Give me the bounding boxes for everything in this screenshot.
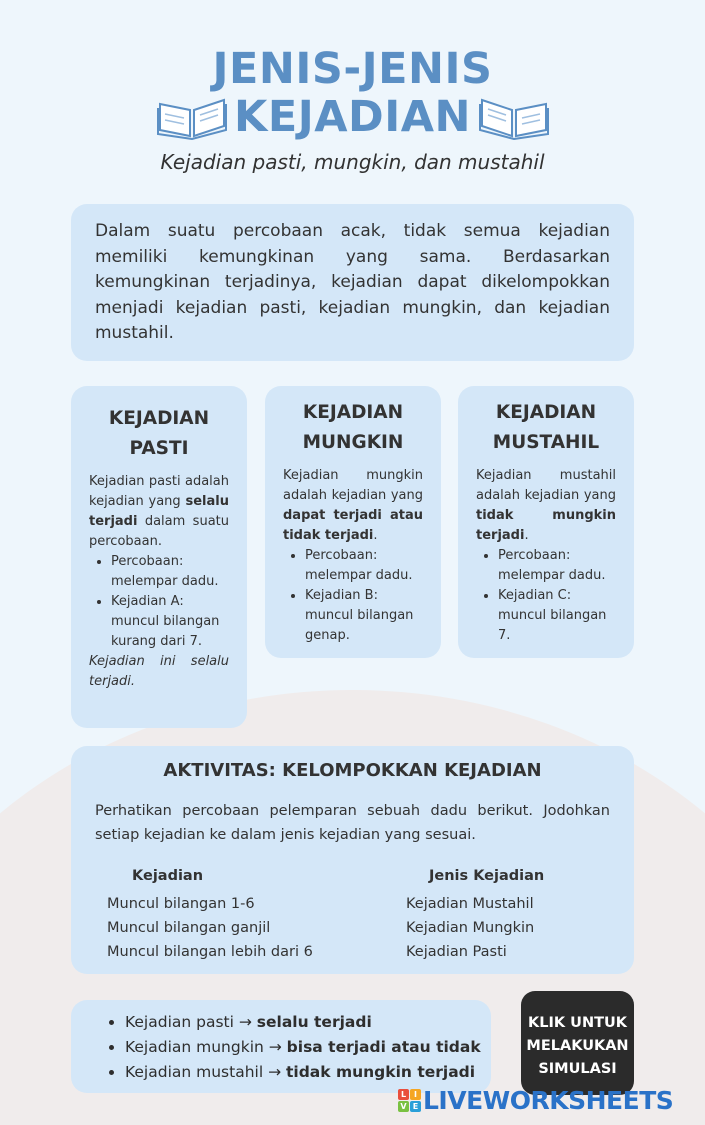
simulate-button-line: MELAKUKAN bbox=[526, 1038, 629, 1054]
activity-card bbox=[71, 746, 634, 974]
card-title: KEJADIAN MUSTAHIL bbox=[492, 402, 600, 453]
list-item: • Percobaan: melempar dadu. bbox=[305, 546, 423, 586]
open-book-icon bbox=[156, 92, 228, 140]
list-item: • Percobaan: melempar dadu. bbox=[111, 552, 229, 592]
summary-item: • Kejadian pasti → selalu terjadi bbox=[125, 1010, 491, 1035]
list-item: • Kejadian A: muncul bilangan kurang dari 7. bbox=[111, 592, 229, 652]
summary-item: • Kejadian mustahil → tidak mungkin terjadi bbox=[125, 1060, 491, 1085]
types-column bbox=[406, 864, 544, 964]
card-definition: Kejadian pasti adalah kejadian yang selalu terjadi dalam suatu percobaan. bbox=[89, 474, 229, 549]
activity-title: AKTIVITAS: KELOMPOKKAN KEJADIAN bbox=[163, 760, 542, 781]
liveworksheets-text: LIVEWORKSHEETS bbox=[423, 1085, 674, 1115]
list-item: • Percobaan: melempar dadu. bbox=[498, 546, 616, 586]
intro-card: Dalam suatu percobaan acak, tidak semua kejadian memiliki kemungkinan yang sama. Berdasarkan kemungkinan terjadinya, kejadian dapat dikelompokkan menjadi kejadian pasti, kejadian mungkin, dan kejadian mustahil. bbox=[71, 204, 634, 361]
liveworksheets-logo-icon: L I V E bbox=[398, 1089, 421, 1112]
card-title: KEJADIAN MUNGKIN bbox=[302, 402, 404, 453]
simulate-button-line: SIMULASI bbox=[538, 1061, 617, 1077]
events-column bbox=[107, 864, 313, 964]
simulate-button[interactable] bbox=[521, 991, 634, 1095]
list-item: • Kejadian C: muncul bilangan 7. bbox=[498, 586, 616, 646]
card-definition: Kejadian mustahil adalah kejadian yang tidak mungkin terjadi. bbox=[476, 468, 616, 543]
type-item[interactable]: Kejadian Mungkin bbox=[406, 920, 535, 936]
open-book-icon bbox=[478, 92, 550, 140]
page-subtitle: Kejadian pasti, mungkin, dan mustahil bbox=[160, 150, 545, 174]
type-item[interactable]: Kejadian Pasti bbox=[406, 944, 507, 960]
page-title-line2: KEJADIAN bbox=[234, 92, 471, 142]
list-item: • Kejadian B: muncul bilangan genap. bbox=[305, 586, 423, 646]
summary-card bbox=[71, 1000, 491, 1093]
events-header: Kejadian bbox=[132, 868, 204, 884]
event-item[interactable]: Muncul bilangan 1-6 bbox=[107, 896, 255, 912]
summary-item: • Kejadian mungkin → bisa terjadi atau tidak bbox=[125, 1035, 491, 1060]
card-kejadian-pasti bbox=[71, 386, 247, 728]
liveworksheets-watermark[interactable] bbox=[398, 1085, 673, 1115]
event-item[interactable]: Muncul bilangan lebih dari 6 bbox=[107, 944, 313, 960]
card-definition: Kejadian mungkin adalah kejadian yang dapat terjadi atau tidak terjadi. bbox=[283, 468, 423, 543]
page-title-line1: JENIS-JENIS bbox=[212, 44, 493, 94]
activity-description: Perhatikan percobaan pelemparan sebuah dadu berikut. Jodohkan setiap kejadian ke dalam jenis kejadian yang sesuai. bbox=[95, 803, 610, 843]
card-kejadian-mungkin bbox=[265, 386, 441, 658]
card-title: KEJADIAN PASTI bbox=[108, 408, 210, 459]
card-kejadian-mustahil bbox=[458, 386, 634, 658]
event-item[interactable]: Muncul bilangan ganjil bbox=[107, 920, 271, 936]
simulate-button-line: KLIK UNTUK bbox=[528, 1015, 627, 1031]
types-header: Jenis Kejadian bbox=[429, 868, 545, 884]
card-note: Kejadian ini selalu terjadi. bbox=[89, 654, 229, 689]
type-item[interactable]: Kejadian Mustahil bbox=[406, 896, 534, 912]
